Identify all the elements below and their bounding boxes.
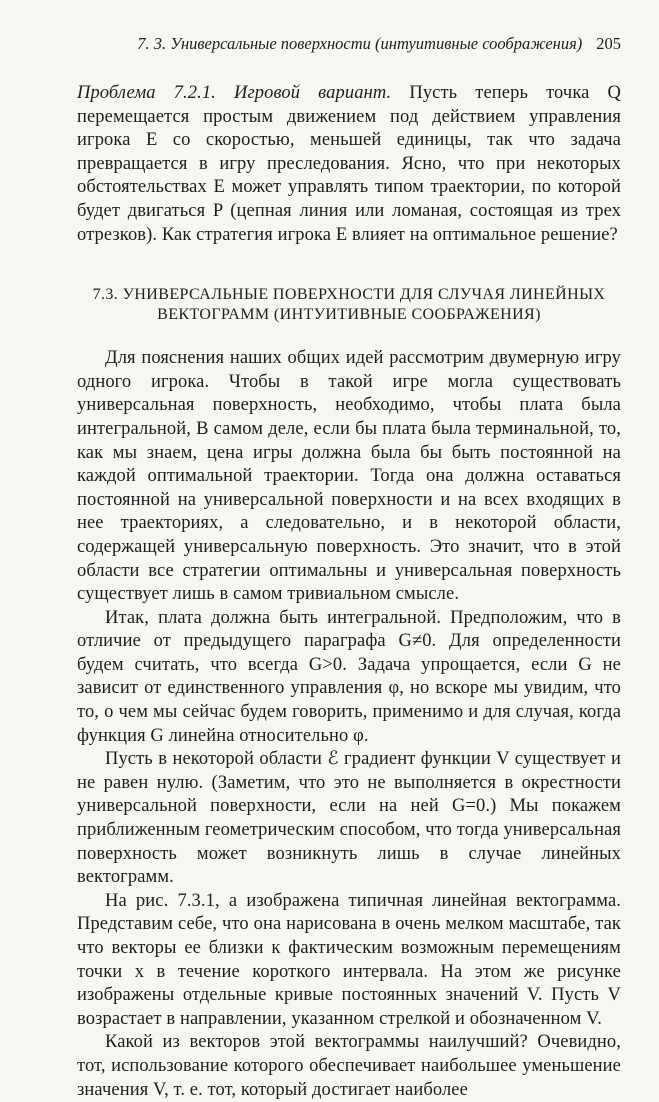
running-title: 7. 3. Универсальные поверхности (интуитивные соображения) <box>137 34 583 53</box>
section-heading <box>77 285 621 325</box>
running-header <box>133 34 621 54</box>
problem-paragraph <box>77 82 621 247</box>
body-paragraph-5: Какой из векторов этой вектограммы наилучший? Очевидно, тот, использование которого обеспечивает наибольшее уменьшение значения V, т. е. тот, который достигает наиболее <box>77 1032 621 1100</box>
book-page <box>77 34 621 1102</box>
body-paragraph-4: На рис. 7.3.1, a изображена типичная линейная вектограмма. Представим себе, что она нарисована в очень мелком масштабе, так что векторы ее близки к фактическим возможным перемещениям точки x в течение короткого интервала. На этом же рисунке изображены отдельные кривые постоянных значений V. Пусть V возрастает в направлении, указанном стрелкой и обозначенном V. <box>77 890 621 1029</box>
problem-text: Пусть теперь точка Q перемещается простым движением под действием управления игрока E со скоростью, меньшей единицы, так что задача превращается в игру преследования. Ясно, что при некоторых обстоятельствах E может управлять типом траектории, по которой будет двигаться P (цепная линия или ломаная, состоящая из трех отрезков). Как стратегия игрока E влияет на оптимальное решение? <box>77 83 621 245</box>
page-number: 205 <box>596 34 621 53</box>
section-heading-line-2: ВЕКТОГРАММ (ИНТУИТИВНЫЕ СООБРАЖЕНИЯ) <box>157 306 541 324</box>
body-paragraph-1: Для пояснения наших общих идей рассмотрим двумерную игру одного игрока. Чтобы в такой игре могла существовать универсальная поверхность, необходимо, чтобы плата была интегральной, В самом деле, если бы плата была терминальной, то, как мы знаем, цена игры должна была бы быть постоянной на каждой оптимальной траектории. Тогда она должна оставаться постоянной на универсальной поверхности и на всех входящих в нее траекториях, а следовательно, и в некоторой области, содержащей универсальную поверхность. Это значит, что в этой области все стратегии оптимальны и универсальная поверхность существует лишь в самом тривиальном смысле. <box>77 348 621 605</box>
problem-label: Проблема 7.2.1. <box>77 83 216 103</box>
problem-title: Игровой вариант. <box>234 83 392 103</box>
body-paragraph-3: Пусть в некоторой области ℰ градиент функции V существует и не равен нулю. (Заметим, что это не выполняется в окрестности универсальной поверхности, если на ней G=0.) Мы покажем приближенным геометрическим способом, что тогда универсальная поверхность может возникнуть лишь в случае линейных вектограмм. <box>77 749 621 888</box>
section-heading-line-1: 7.3. УНИВЕРСАЛЬНЫЕ ПОВЕРХНОСТИ ДЛЯ СЛУЧАЯ ЛИНЕЙНЫХ <box>92 286 606 304</box>
body-paragraph-2: Итак, плата должна быть интегральной. Предположим, что в отличие от предыдущего параграфа G≠0. Для определенности будем считать, что всегда G>0. Задача упрощается, если G не зависит от единственного управления φ, но вскоре мы увидим, что то, о чем мы сейчас будем говорить, применимо и для случая, когда функция G линейна относительно φ. <box>77 607 621 746</box>
